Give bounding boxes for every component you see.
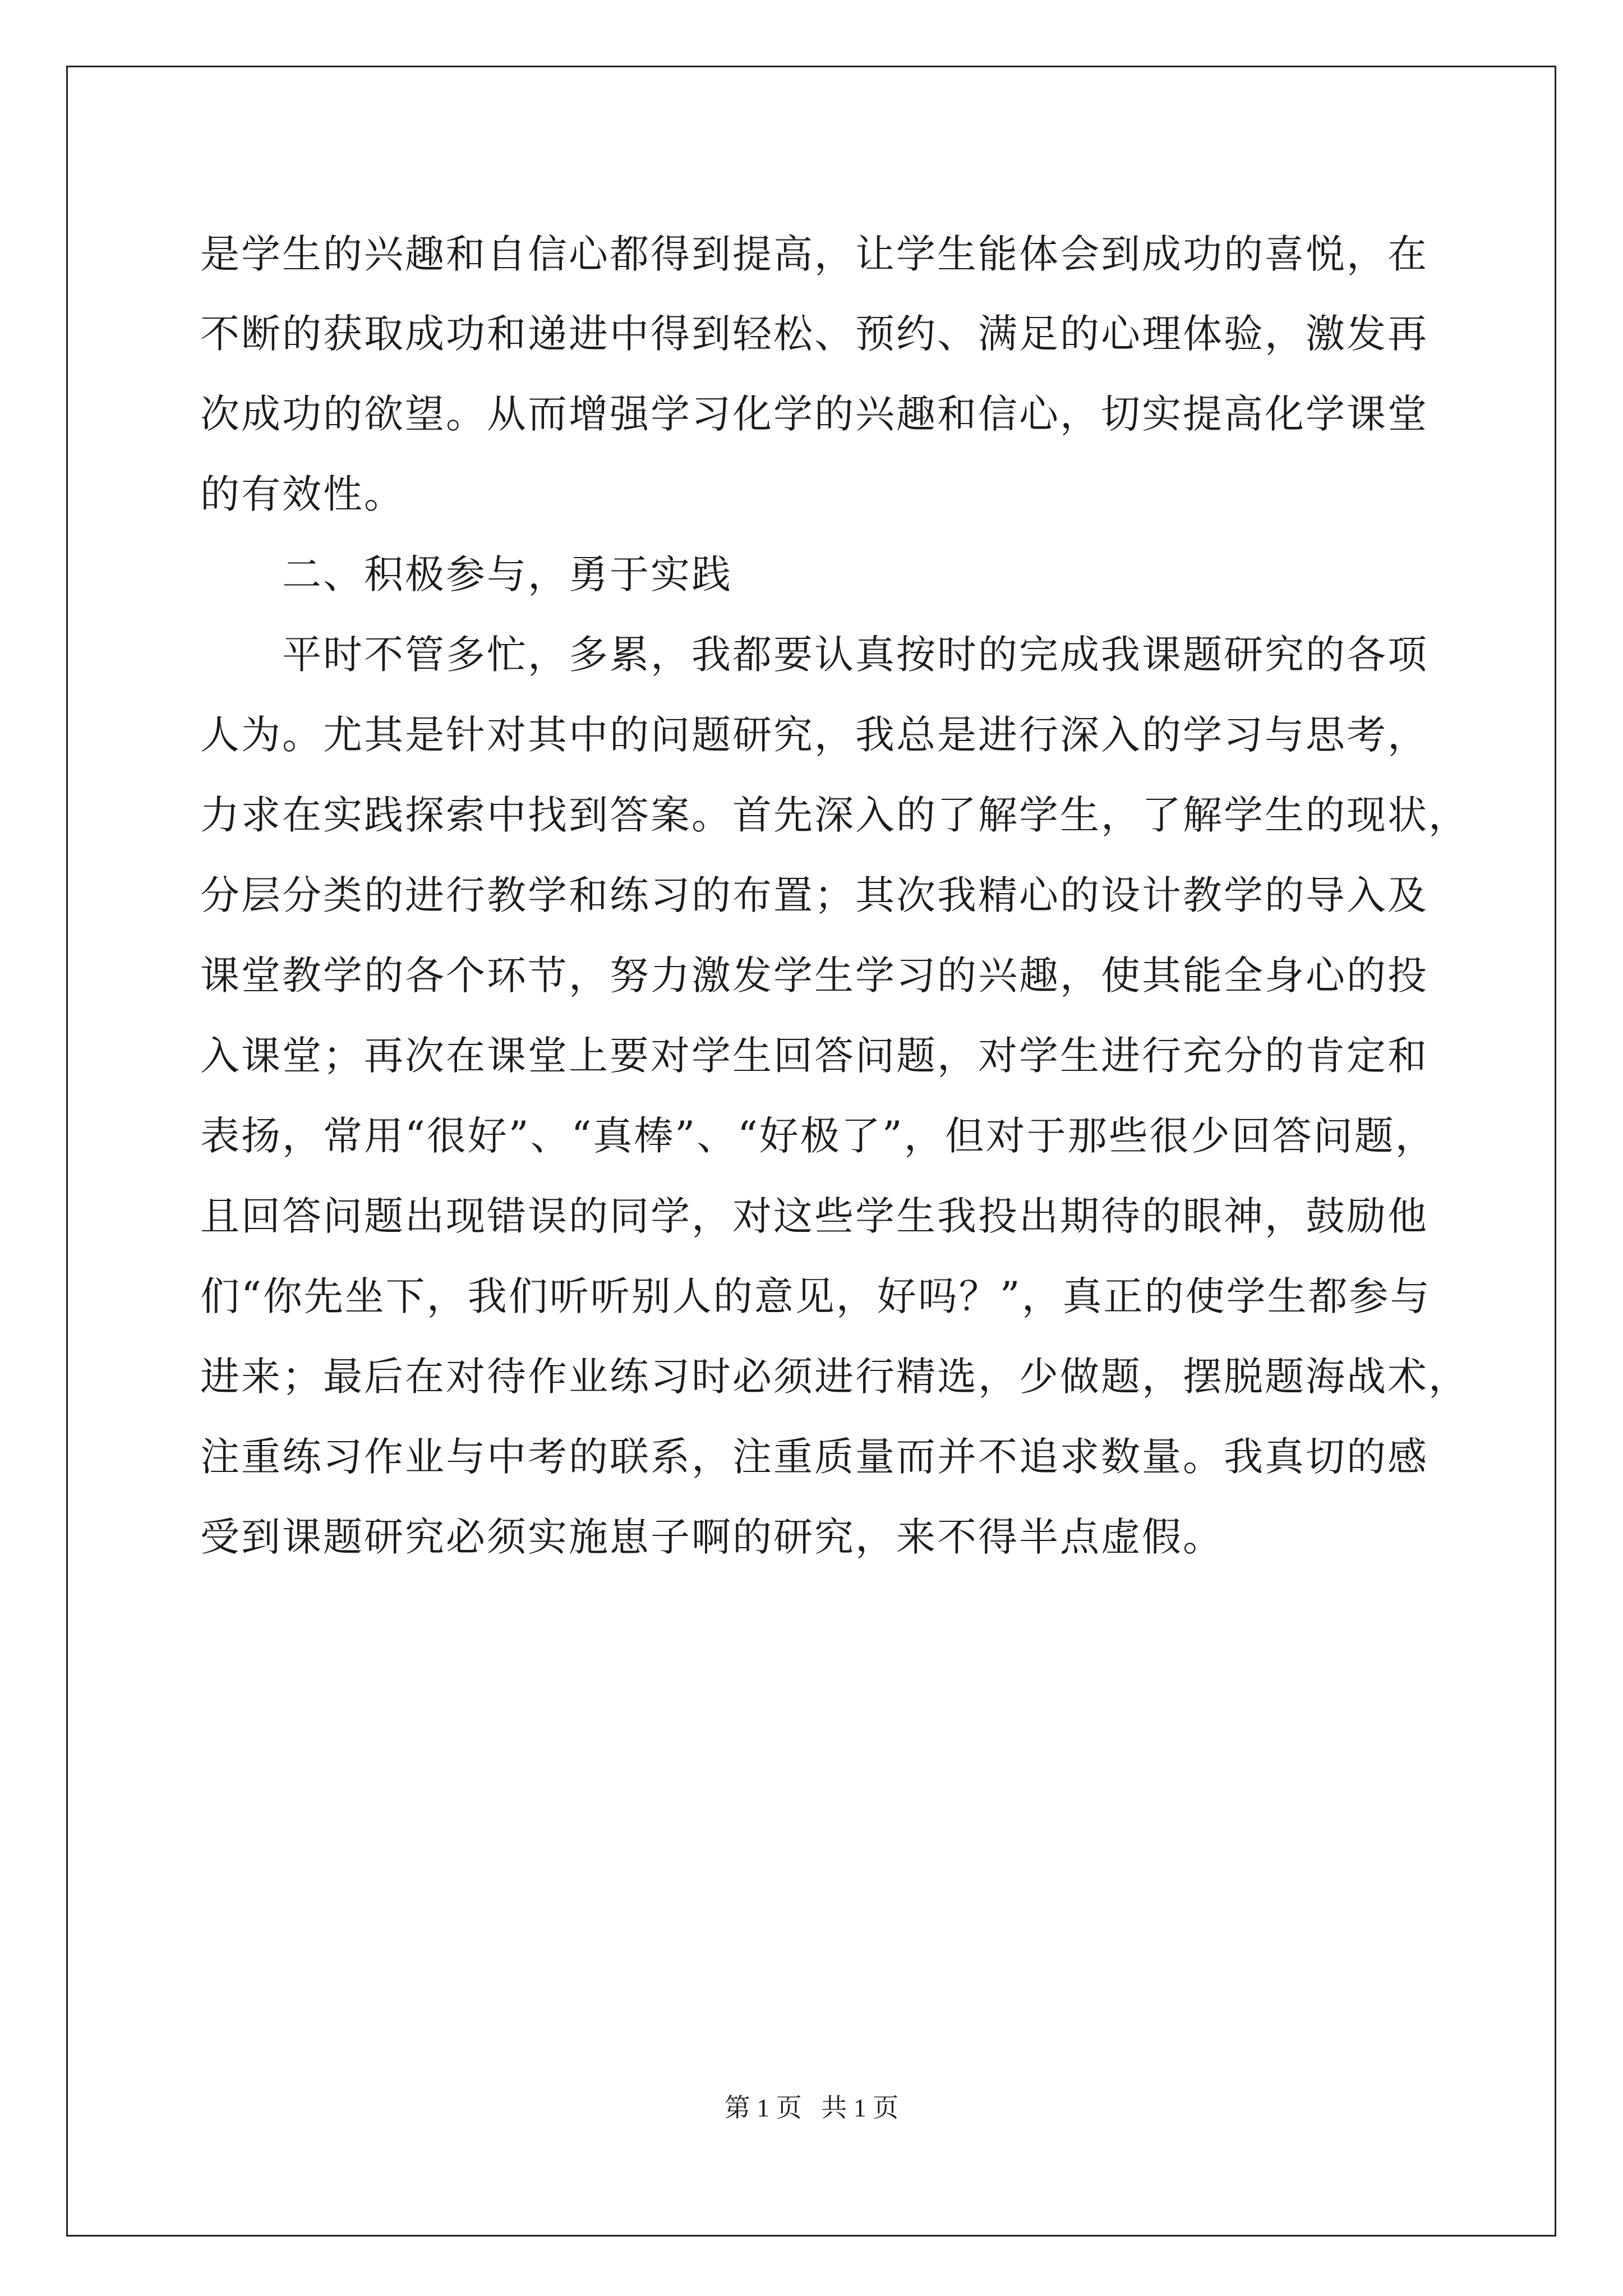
paragraph-line: 人为。尤其是针对其中的问题研究，我总是进行深入的学习与思考， [200,712,1428,758]
page-number-footer: 第 1 页 共 1 页 [724,2093,899,2122]
paragraph-line: 平时不管多忙，多累，我都要认真按时的完成我课题研究的各项 [282,632,1428,678]
paragraph-line: 是学生的兴趣和自信心都得到提高，让学生能体会到成功的喜悦，在 [200,231,1428,277]
paragraph-line: 进来；最后在对待作业练习时必须进行精选，少做题，摆脱题海战术， [200,1354,1469,1400]
paragraph-line: 课堂教学的各个环节，努力激发学生学习的兴趣，使其能全身心的投 [200,953,1428,999]
paragraph-line: 且回答问题出现错误的同学，对这些学生我投出期待的眼神，鼓励他 [200,1193,1428,1239]
paragraph-line: 注重练习作业与中考的联系，注重质量而并不追求数量。我真切的感 [200,1434,1428,1480]
paragraph-line: 入课堂；再次在课堂上要对学生回答问题，对学生进行充分的肯定和 [200,1033,1428,1079]
paragraph-line: 力求在实践探索中找到答案。首先深入的了解学生，了解学生的现状， [200,792,1469,838]
paragraph-line: 次成功的欲望。从而增强学习化学的兴趣和信心，切实提高化学课堂 [200,391,1428,437]
paragraph-line: 的有效性。 [200,471,405,517]
paragraph-line: 们“你先坐下，我们听听别人的意见，好吗？”，真正的使学生都参与 [200,1273,1431,1319]
paragraph-line: 分层分类的进行教学和练习的布置；其次我精心的设计教学的导入及 [200,872,1428,918]
paragraph-line: 表扬，常用“很好”、“真棒”、“好极了”，但对于那些很少回答问题， [200,1113,1436,1159]
paragraph-line: 受到课题研究必须实施崽子啊的研究，来不得半点虚假。 [200,1514,1224,1560]
section-heading: 二、积极参与，勇于实践 [282,551,732,597]
paragraph-line: 不断的获取成功和递进中得到轻松、预约、满足的心理体验，激发再 [200,311,1428,357]
